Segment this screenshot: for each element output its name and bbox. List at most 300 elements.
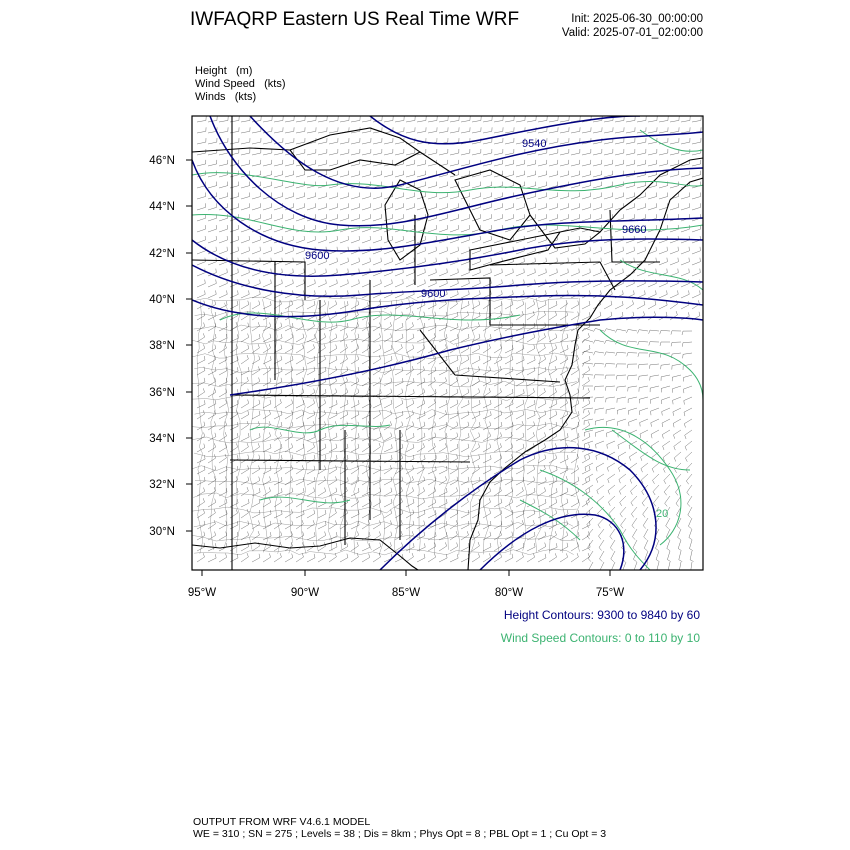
wind-barb (285, 411, 293, 420)
wind-barb (318, 280, 326, 288)
wind-barb (637, 301, 645, 309)
wind-barb (296, 236, 305, 243)
wind-barb (241, 127, 250, 133)
init-time: Init: 2025-06-30_00:00:00 (571, 13, 703, 25)
wind-barb (307, 149, 316, 155)
wind-barb (638, 353, 648, 357)
wind-barb (450, 466, 458, 475)
wind-barb (560, 138, 569, 144)
wind-barb (571, 171, 580, 177)
wind-barb (450, 389, 458, 397)
wind-barb (604, 127, 613, 133)
wind-barb (593, 182, 602, 188)
wind-barb (549, 127, 558, 133)
wind-barb (417, 477, 425, 485)
wind-barb (406, 334, 414, 342)
wind-barb (516, 367, 524, 375)
wind-barb (582, 171, 591, 177)
wind-barb (650, 397, 659, 404)
wind-barb (362, 301, 370, 309)
wind-barb (593, 247, 601, 254)
wind-barb (662, 419, 670, 427)
wind-barb (219, 171, 228, 177)
wind-barb (461, 160, 470, 166)
wind-barb (538, 311, 546, 320)
wind-barb (626, 138, 635, 144)
wind-barb (252, 554, 260, 562)
wind-barb (472, 290, 480, 298)
wind-barb (208, 171, 217, 177)
wind-barb (296, 344, 304, 353)
county-line (315, 300, 319, 552)
wind-barb (340, 214, 349, 221)
wind-barb (252, 127, 261, 133)
wind-barb (230, 389, 238, 397)
wind-barb (505, 311, 513, 320)
wind-barb (494, 356, 502, 364)
wind-barb (527, 334, 535, 342)
wind-barb (219, 466, 227, 474)
wind-barb (672, 364, 681, 370)
wind-barb (263, 553, 271, 562)
wind-barb (668, 562, 672, 573)
wind-barb (351, 203, 360, 210)
wind-barb (351, 116, 360, 122)
wind-barb (406, 410, 414, 419)
wind-barb (620, 507, 626, 517)
wind-barb (384, 499, 392, 507)
wind-barb (615, 127, 624, 133)
wind-barb (285, 345, 293, 353)
wind-barb (659, 127, 668, 133)
wind-barb (263, 466, 271, 474)
wind-barb (296, 542, 304, 551)
wind-barb (296, 455, 304, 463)
wind-barb (252, 149, 261, 155)
wind-barb (230, 203, 239, 210)
wind-barb (659, 247, 667, 254)
wind-barb (582, 290, 590, 298)
wind-barb (681, 225, 690, 232)
wind-barb (351, 236, 360, 243)
great-lakes (290, 128, 600, 270)
wind-barb (670, 311, 677, 320)
wind-barb (483, 300, 490, 309)
wind-barb (450, 225, 459, 232)
wind-barb (329, 466, 337, 475)
wind-barb (670, 182, 679, 188)
wind-barb (626, 247, 634, 254)
wind-barb (549, 193, 558, 200)
wind-barb (241, 466, 249, 475)
wind-barb (329, 455, 337, 463)
wind-barbs (197, 116, 701, 572)
wind-barb (197, 356, 205, 364)
wind-barb (615, 247, 623, 254)
lon-label: 85°W (391, 587, 421, 599)
wind-barb (241, 160, 250, 166)
wind-barb (538, 344, 545, 353)
wind-barb (373, 443, 380, 452)
wind-barb (329, 400, 337, 408)
wind-barb (638, 364, 648, 369)
wind-barb (208, 443, 216, 452)
wind-barb (527, 160, 536, 166)
wind-barb (461, 290, 469, 298)
wind-barb (505, 149, 514, 155)
wind-barb (252, 280, 260, 288)
wind-barb (670, 258, 678, 265)
wind-barb (285, 214, 294, 221)
wind-barb (230, 138, 239, 144)
wind-barb (616, 352, 626, 356)
wind-barb (208, 554, 216, 562)
valid-time: Valid: 2025-07-01_02:00:00 (561, 27, 703, 39)
wind-barb (439, 521, 447, 529)
wind-barb (605, 352, 615, 356)
wind-barb (472, 116, 481, 122)
wind-barb (681, 116, 690, 122)
wind-barb (585, 463, 593, 471)
wind-barb (662, 408, 670, 416)
wind-barb (417, 247, 425, 254)
wind-barb (632, 529, 637, 540)
wind-barb (428, 269, 436, 276)
wind-barb (219, 411, 227, 419)
wind-barb (373, 258, 381, 265)
wind-barb (472, 269, 480, 276)
wind-barb (362, 520, 370, 529)
wind-barb (483, 498, 491, 507)
wind-barb (605, 386, 615, 391)
wind-barb (483, 236, 492, 243)
wind-barb (615, 193, 624, 200)
wind-barb (296, 334, 304, 342)
model-config: WE = 310 ; SN = 275 ; Levels = 38 ; Dis = 8km ; Phys Opt = 8 ; PBL Opt = 1 ; Cu Opt = 3 (193, 828, 607, 840)
wind-barb (230, 466, 238, 474)
wind-barb (384, 356, 392, 364)
wind-barb (307, 203, 316, 210)
wind-barb (527, 300, 535, 309)
wind-barb (318, 160, 327, 166)
wind-barb (384, 410, 392, 419)
wind-barb (351, 400, 359, 408)
wind-barb (296, 280, 304, 288)
wind-barb (626, 127, 635, 133)
state-lines (192, 116, 660, 570)
wind-barb (608, 485, 615, 494)
wind-barb (318, 410, 326, 419)
wind-barb (505, 269, 513, 276)
wind-barb (505, 127, 514, 133)
wind-barb (395, 344, 402, 353)
wind-barb (659, 258, 667, 265)
wind-barb (516, 171, 525, 177)
wind-barb (516, 160, 525, 166)
wind-barb (428, 422, 436, 431)
wind-barb (615, 160, 624, 166)
wind-barb (644, 540, 648, 551)
wind-barb (582, 351, 593, 355)
wind-barb (373, 149, 382, 155)
wind-barb (428, 182, 437, 188)
wind-barb (662, 430, 670, 439)
wind-barb (296, 422, 304, 430)
wind-barb (318, 399, 326, 408)
wind-barb (516, 553, 524, 562)
county-line (191, 381, 577, 387)
legend-height: Height (m) (195, 65, 253, 77)
wind-barb (560, 269, 568, 276)
wind-barb (230, 322, 237, 331)
wind-barb (639, 386, 648, 392)
wind-barb (285, 488, 293, 496)
wind-barb (395, 334, 403, 342)
wind-barb (197, 344, 205, 353)
lat-label: 30°N (149, 526, 175, 538)
wind-barb (626, 193, 635, 200)
wind-barb (439, 149, 448, 155)
county-line (457, 298, 463, 555)
wind-barb (318, 236, 327, 243)
wind-barb (230, 127, 239, 133)
wind-barb (428, 247, 436, 254)
wind-barb (318, 455, 326, 463)
wind-barb (351, 301, 359, 309)
wind-barb (629, 452, 637, 461)
wind-barb (241, 455, 249, 463)
wind-barb (219, 116, 228, 122)
wind-barb (384, 444, 392, 452)
wind-barb (582, 543, 590, 551)
wind-barb (318, 532, 326, 541)
wind-barb (219, 247, 227, 254)
wind-barb (657, 562, 660, 573)
wind-barb (689, 529, 692, 540)
wind-barb (340, 400, 348, 408)
wind-barb (664, 474, 670, 484)
wind-barb (656, 551, 659, 562)
wind-barb (230, 410, 238, 419)
wind-barb (329, 116, 338, 122)
wind-barb (450, 487, 458, 496)
wind-barb (395, 477, 403, 485)
wind-barb (461, 477, 469, 485)
wind-barb (494, 553, 502, 562)
wind-barb (472, 149, 481, 155)
wind-barb (659, 290, 667, 298)
wind-barb (628, 397, 637, 403)
wind-barb (593, 203, 602, 210)
wind-barb (538, 477, 546, 485)
wind-barb (670, 127, 679, 133)
wind-barb (340, 520, 348, 529)
wind-barb (395, 171, 404, 177)
wind-barb (560, 334, 568, 342)
wind-barb (604, 258, 612, 265)
wind-barb (230, 422, 238, 430)
wind-barb (263, 366, 271, 375)
wind-barb (241, 334, 249, 343)
wind-barb (428, 510, 436, 518)
wind-barb (450, 203, 459, 210)
wind-barb (362, 116, 371, 122)
wind-barb (527, 477, 535, 486)
wind-barb (618, 419, 627, 426)
wind-barb (571, 160, 580, 166)
wind-barb (439, 488, 447, 496)
wind-barb (274, 477, 282, 485)
wind-barb (252, 356, 260, 364)
wind-barb (439, 367, 447, 375)
wind-barb (678, 529, 681, 540)
wind-barb (318, 116, 327, 122)
wind-barb (582, 553, 589, 562)
wind-barb (494, 193, 503, 200)
wind-barb (307, 498, 315, 507)
wind-barb (538, 182, 547, 188)
wind-barb (692, 149, 701, 155)
wind-barb (384, 366, 391, 375)
wind-barb (596, 463, 604, 471)
wind-barb (285, 138, 294, 144)
wind-barb (461, 149, 470, 155)
wind-barb (384, 520, 392, 529)
wind-barb (582, 193, 591, 200)
wind-barb (230, 433, 238, 441)
wind-barb (274, 193, 283, 200)
wind-barb (263, 182, 272, 188)
wind-barb (527, 116, 536, 122)
wind-barb (674, 441, 681, 450)
lat-label: 32°N (149, 479, 175, 491)
wind-barb (583, 386, 593, 390)
wind-barb (252, 378, 260, 387)
speed-label-20: 20 (656, 508, 669, 520)
wind-barb (494, 455, 502, 464)
wind-barb (494, 422, 502, 430)
wind-barb (340, 455, 348, 463)
wind-barb (373, 214, 382, 221)
wind-barb (659, 160, 668, 166)
wind-barb (626, 116, 635, 122)
wind-barb (472, 499, 480, 507)
wind-barb (252, 138, 261, 144)
wind-barb (219, 344, 227, 353)
wind-barb (219, 521, 227, 529)
wind-barb (340, 290, 348, 298)
wind-barb (571, 247, 579, 254)
wind-barb (307, 322, 315, 331)
wind-barb (450, 356, 458, 364)
wind-barb (672, 386, 681, 393)
wind-barb (274, 488, 282, 496)
wind-barb (648, 311, 656, 320)
wind-barb (241, 433, 249, 441)
wind-barb (384, 477, 392, 485)
wind-barb (651, 408, 659, 415)
wind-barb (527, 400, 535, 408)
wind-barb (571, 280, 579, 288)
wind-barb (560, 388, 568, 397)
wind-barb (505, 138, 514, 144)
wind-barb (472, 193, 481, 200)
wind-barb (692, 138, 701, 144)
wind-barb (362, 443, 369, 452)
wind-barb (428, 377, 435, 386)
wind-barb (628, 386, 637, 391)
wind-barb (582, 531, 590, 540)
wind-barb (241, 421, 248, 430)
wind-barb (340, 236, 349, 243)
wind-barb (197, 312, 205, 320)
canada-border (192, 148, 703, 235)
wind-barb (549, 171, 558, 177)
wind-barb (494, 138, 503, 144)
wind-barb (241, 203, 250, 210)
wind-barb (549, 311, 557, 320)
wind-barb (606, 408, 615, 414)
wind-barb (652, 452, 659, 461)
wind-barb (549, 366, 556, 375)
wind-barb (582, 377, 589, 386)
wind-barb (560, 532, 568, 541)
wind-barb (406, 280, 414, 288)
wind-barb (362, 138, 371, 144)
wind-barb (516, 214, 525, 221)
wind-barb (617, 397, 626, 403)
wind-barb (461, 269, 469, 276)
wind-barb (307, 554, 315, 562)
wind-barb (653, 474, 660, 484)
wind-barb (230, 443, 238, 452)
wind-barb (197, 258, 205, 265)
wind-barb (688, 507, 692, 518)
wind-barb (615, 329, 626, 333)
wind-barb (252, 455, 260, 463)
wind-barb (600, 562, 604, 573)
wind-barb (230, 334, 238, 342)
wind-barb (670, 171, 679, 177)
wind-barb (219, 389, 227, 397)
wind-barb (549, 553, 557, 562)
wind-barb (659, 301, 667, 309)
wind-barb (450, 116, 459, 122)
wind-barb (395, 138, 404, 144)
wind-barb (615, 149, 624, 155)
wind-barb (428, 399, 435, 408)
wind-barb (340, 171, 349, 177)
wind-barb (663, 441, 670, 450)
wind-barb (230, 532, 238, 540)
wind-barb (516, 203, 525, 210)
wind-barb (285, 542, 293, 551)
wind-barb (483, 269, 491, 276)
wind-barb (505, 356, 513, 364)
wind-barb (274, 171, 283, 177)
wind-barb (252, 499, 260, 507)
wind-barb (615, 203, 624, 210)
wind-barb (274, 127, 283, 133)
wind-barb (494, 149, 503, 155)
wind-barb (296, 138, 305, 144)
wind-barb (582, 400, 590, 408)
wind-barb (395, 498, 403, 507)
wind-barb (384, 280, 392, 288)
wind-barb (384, 378, 392, 386)
wind-barb (692, 171, 701, 177)
wind-barb (307, 225, 316, 232)
